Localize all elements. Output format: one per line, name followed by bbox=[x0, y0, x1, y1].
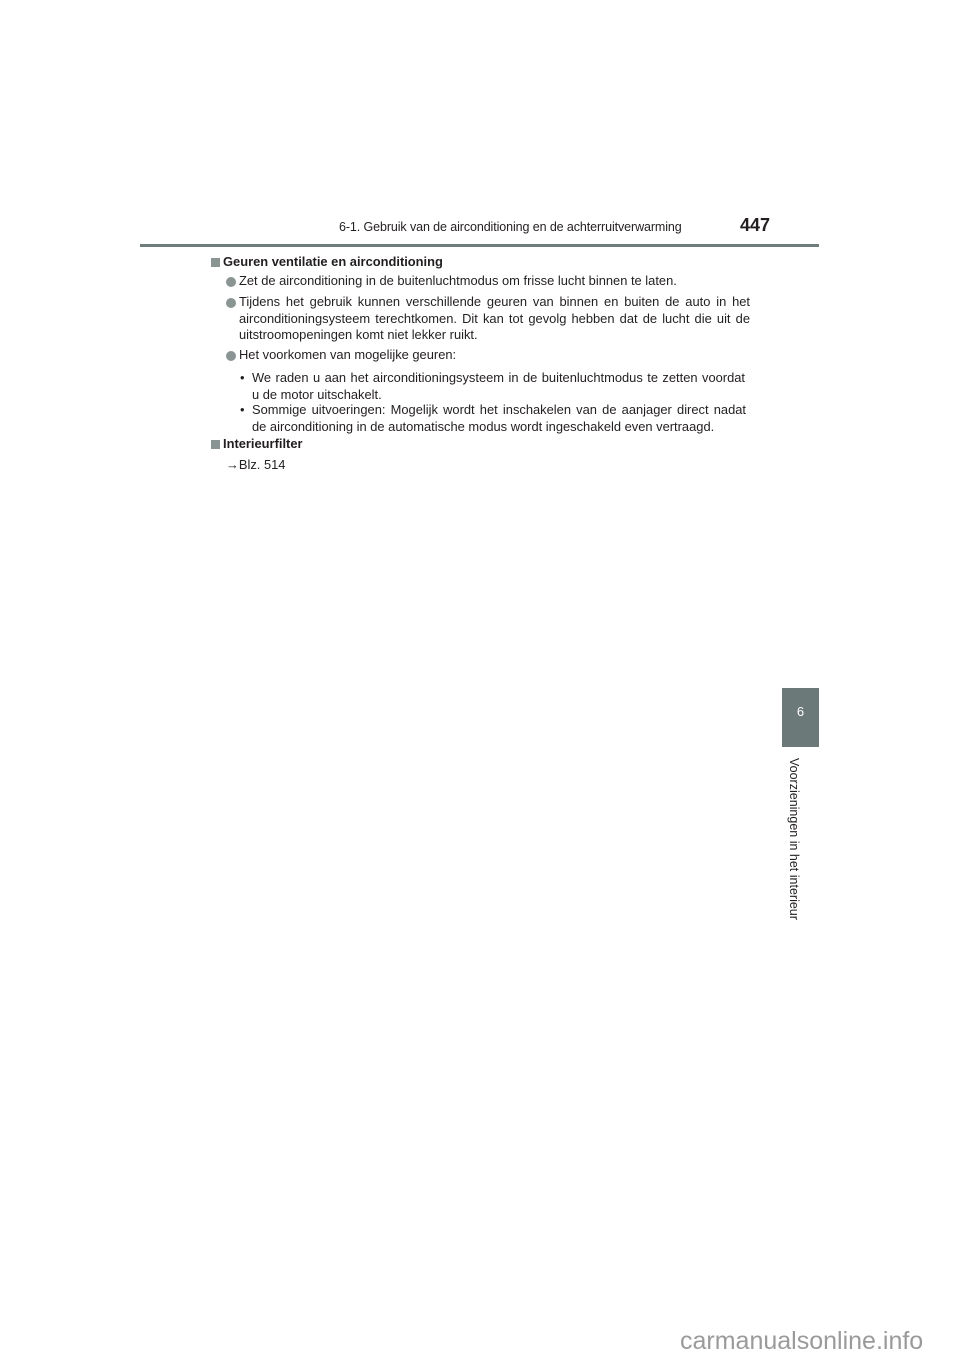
square-bullet-icon bbox=[211, 258, 220, 267]
chapter-tab: 6 bbox=[782, 688, 819, 747]
bullet-text: Het voorkomen van mogelijke geuren: bbox=[239, 347, 457, 362]
header-divider bbox=[140, 244, 819, 247]
section-heading: Geuren ventilatie en airconditioning bbox=[223, 254, 443, 269]
circle-bullet-icon bbox=[226, 277, 236, 287]
page-number: 447 bbox=[740, 215, 771, 235]
square-bullet-icon bbox=[211, 440, 220, 449]
watermark: carmanualsonline.info bbox=[680, 1327, 924, 1355]
section-heading: Interieurfilter bbox=[223, 436, 303, 451]
circle-bullet-icon bbox=[226, 351, 236, 361]
chapter-title-vertical: Voorzieningen in het interieur bbox=[787, 758, 801, 920]
subbullet-text: We raden u aan het airconditioningsysteem in de buitenluchtmodus te zetten voordat u de motor uitschakelt. bbox=[252, 370, 745, 402]
page-reference-link[interactable]: →Blz. 514 bbox=[226, 457, 286, 472]
dot-bullet-icon: • bbox=[240, 402, 245, 417]
circle-bullet-icon bbox=[226, 298, 236, 308]
subbullet-text: Sommige uitvoeringen: Mogelijk wordt het inschakelen van de aanjager direct nadat de airconditioning in de automatische modus wordt ingeschakeld even vertraagd. bbox=[252, 402, 746, 434]
bullet-text: Tijdens het gebruik kunnen verschillende geuren van binnen en buiten de auto in het airconditioningsysteem terechtkomen. Dit kan tot gevolg hebben dat de lucht die uit de uitstroomopeningen komt niet lekker ruikt. bbox=[239, 294, 750, 342]
running-header-section: 6-1. Gebruik van de airconditioning en de achterruitverwarming bbox=[339, 220, 682, 234]
bullet-text: Zet de airconditioning in de buitenluchtmodus om frisse lucht binnen te laten. bbox=[239, 273, 677, 288]
dot-bullet-icon: • bbox=[240, 370, 245, 385]
